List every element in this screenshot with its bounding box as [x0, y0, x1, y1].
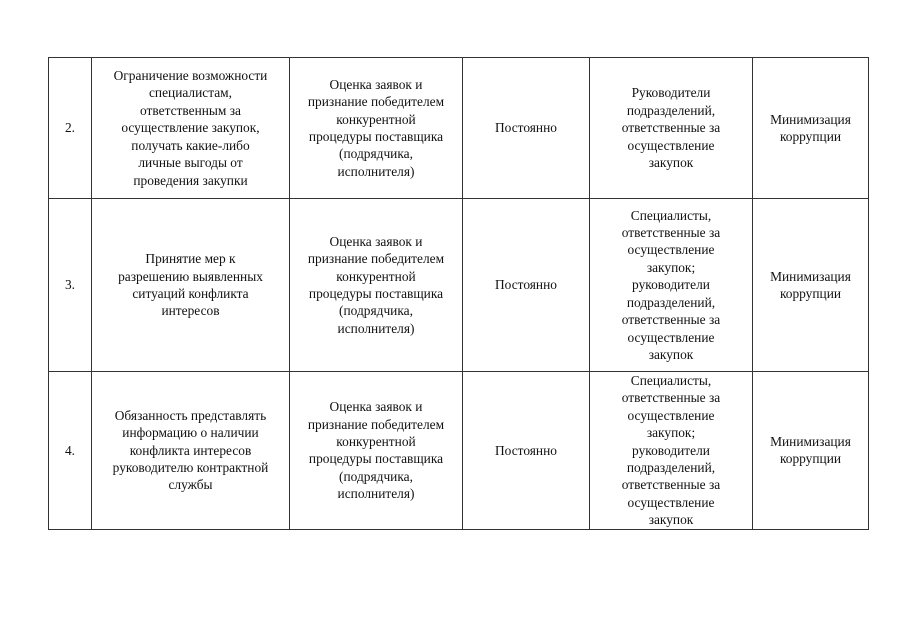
measure-cell: Принятие мер к разрешению выявленных ситуаций конфликта интересов — [92, 199, 290, 372]
responsible-cell: Руководители подразделений, ответственные за осуществление закупок — [590, 58, 753, 199]
responsible-cell: Специалисты, ответственные за осуществление закупок; руководители подразделений, ответственные за осуществление закупок — [590, 372, 753, 530]
row-number-cell: 4. — [49, 372, 92, 530]
result-cell: Минимизация коррупции — [753, 199, 869, 372]
period-cell: Постоянно — [463, 199, 590, 372]
measures-table — [48, 57, 869, 530]
responsible-cell: Специалисты, ответственные за осуществление закупок; руководители подразделений, ответственные за осуществление закупок — [590, 199, 753, 372]
table-row — [49, 58, 869, 199]
period-cell: Постоянно — [463, 372, 590, 530]
result-cell: Минимизация коррупции — [753, 372, 869, 530]
stage-cell: Оценка заявок и признание победителем конкурентной процедуры поставщика (подрядчика, исполнителя) — [290, 58, 463, 199]
stage-cell: Оценка заявок и признание победителем конкурентной процедуры поставщика (подрядчика, исполнителя) — [290, 199, 463, 372]
measure-cell: Обязанность представлять информацию о наличии конфликта интересов руководителю контрактной службы — [92, 372, 290, 530]
stage-cell: Оценка заявок и признание победителем конкурентной процедуры поставщика (подрядчика, исполнителя) — [290, 372, 463, 530]
table-row — [49, 372, 869, 530]
result-cell: Минимизация коррупции — [753, 58, 869, 199]
table-row — [49, 199, 869, 372]
measure-cell: Ограничение возможности специалистам, ответственным за осуществление закупок, получать какие-либо личные выгоды от проведения закупки — [92, 58, 290, 199]
row-number-cell: 3. — [49, 199, 92, 372]
period-cell: Постоянно — [463, 58, 590, 199]
row-number-cell: 2. — [49, 58, 92, 199]
